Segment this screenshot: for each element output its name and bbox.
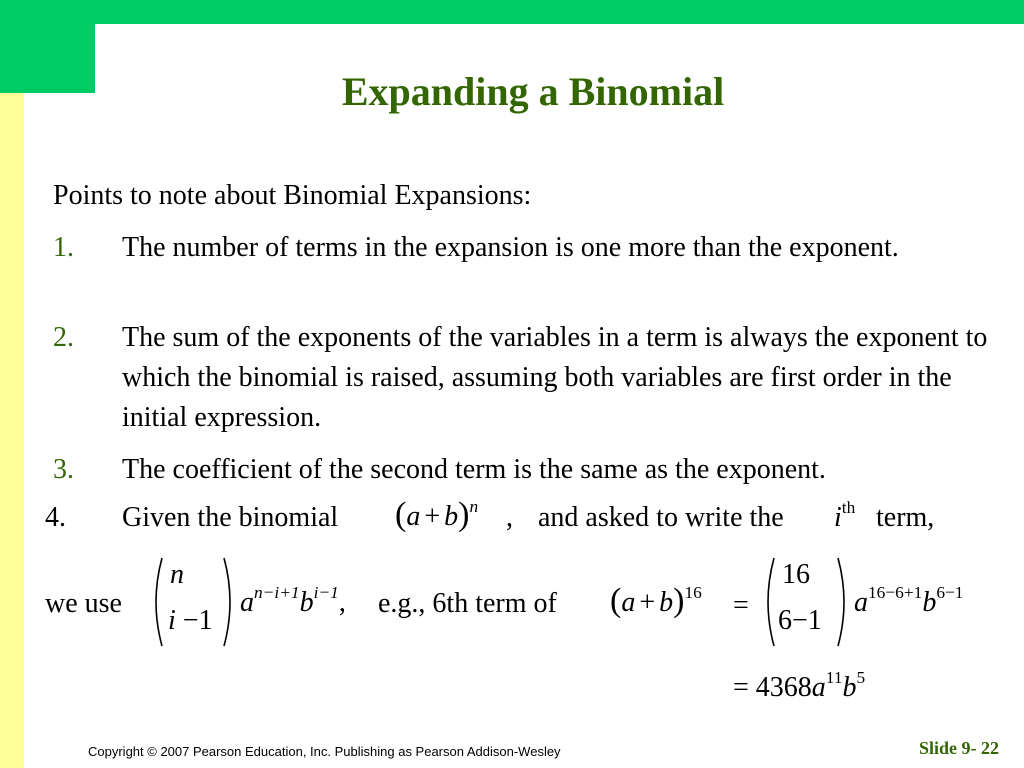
equals-sign: =	[733, 590, 749, 621]
general-term-expr: $a^{n-i+1}b^{i-1}$,	[240, 582, 346, 618]
left-paren-icon	[760, 555, 776, 649]
left-paren-icon	[148, 555, 164, 649]
right-paren-icon	[222, 555, 238, 649]
point-4-comma: ,	[506, 502, 513, 533]
result-expr: = $4368a^{11}b^5$	[733, 667, 866, 703]
binom-bottom: 6−1	[778, 605, 822, 636]
intro-text: Points to note about Binomial Expansions:	[53, 180, 532, 211]
binomial-coefficient-example	[760, 555, 852, 649]
example-term-expr: $a^{16-6+1}b^{6-1}$	[854, 582, 964, 618]
example-binomial-expr: $(a + b)^{16}$	[610, 582, 702, 619]
top-accent-bar	[95, 0, 1024, 24]
point-number: 3.	[53, 454, 74, 485]
point-text: The number of terms in the expansion is one more than the exponent.	[122, 232, 899, 263]
right-paren-icon	[836, 555, 852, 649]
binom-top: n	[170, 559, 184, 590]
binom-top: 16	[782, 559, 810, 590]
slide-title: Expanding a Binomial	[341, 69, 725, 114]
point-text: The sum of the exponents of the variables in a term is always the exponent to which the binomial is raised, assuming both variables are first order in the initial expression.	[122, 322, 988, 433]
copyright-text: Copyright © 2007 Pearson Education, Inc. Publishing as Pearson Addison-Wesley	[88, 744, 561, 759]
binom-bottom: i −1	[168, 605, 213, 636]
point-number: 2.	[53, 322, 74, 353]
point-4-given: Given the binomial	[122, 502, 339, 533]
point-4-i-th: $i^{th}$	[834, 497, 856, 533]
point-text: The coefficient of the second term is the same as the exponent.	[122, 454, 826, 485]
left-accent-bar	[0, 0, 24, 768]
slide-number: Slide 9- 22	[918, 738, 999, 758]
binomial-coefficient-general	[148, 555, 238, 649]
point-4-term: term,	[876, 502, 935, 533]
point-4-asked: and asked to write the	[538, 502, 784, 533]
we-use-label: we use	[45, 588, 122, 619]
point-4-binomial-expr: $(a + b)^n$	[395, 496, 479, 533]
point-4-number: 4.	[45, 502, 66, 533]
example-label: e.g., 6th term of	[378, 588, 557, 619]
point-number: 1.	[53, 232, 74, 263]
